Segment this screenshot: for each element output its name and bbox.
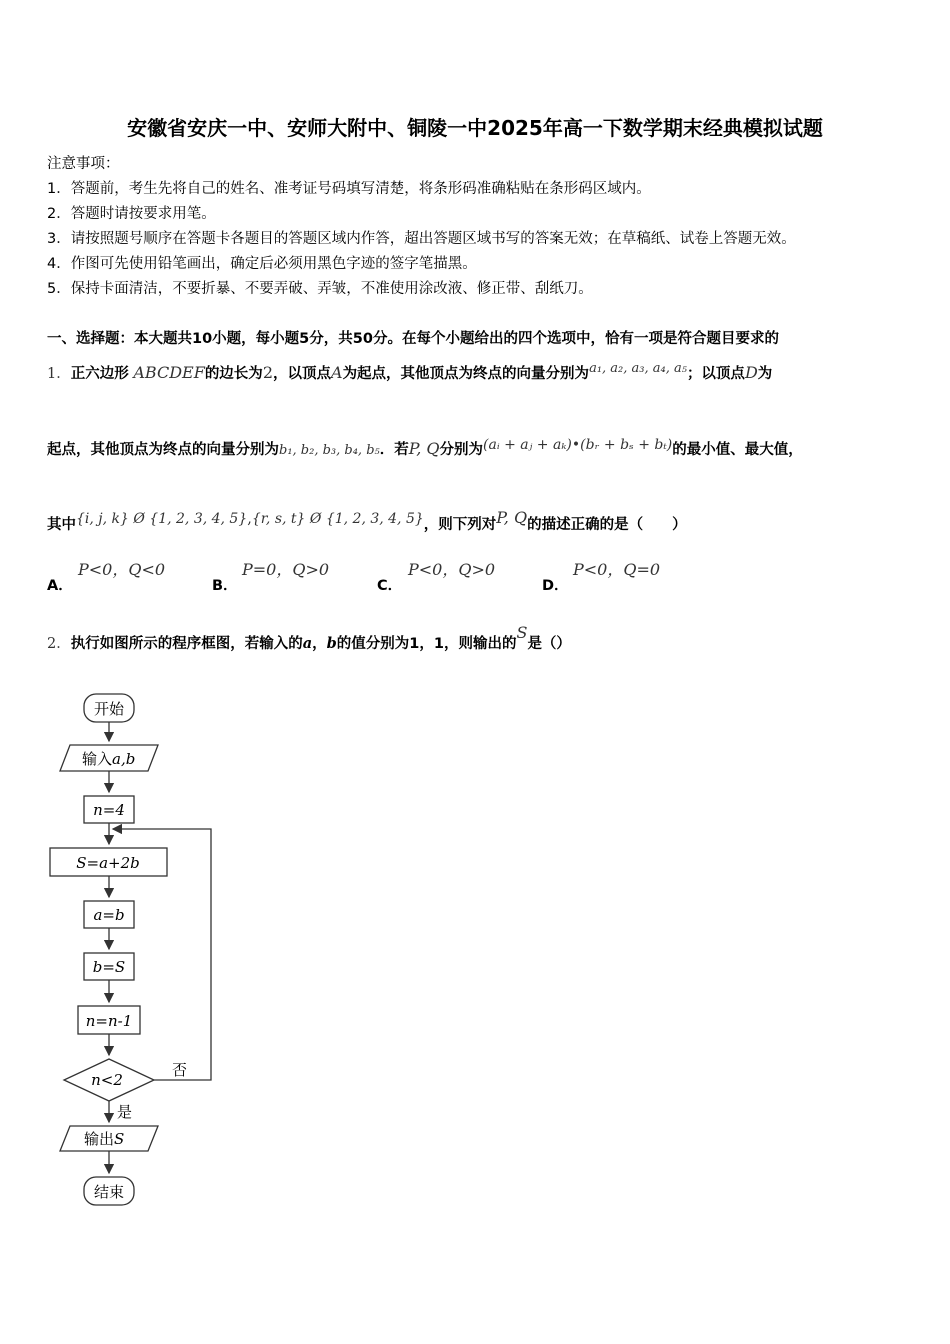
p-q: P, Q [496, 508, 528, 527]
section-heading: 一、选择题：本大题共10小题，每小题5分，共50分。在每个小题给出的四个选项中，恰有一项是符合题目要求的 [47, 331, 779, 347]
index-set-rst: {r, s, t} Ø {1, 2, 3, 4, 5} [251, 511, 424, 527]
a-assign-label: a=b [93, 906, 125, 924]
q1-text: 为 [757, 366, 773, 382]
q2-text: 是（） [527, 636, 571, 652]
n-init-label: n=4 [93, 801, 125, 819]
option-c-text[interactable]: P<0，Q>0 [408, 560, 496, 579]
input-vars: a,b [112, 750, 136, 768]
start-label: 开始 [93, 700, 125, 718]
vertex-d: D [744, 363, 758, 382]
q1-text: ，以顶点 [273, 366, 331, 382]
q2-number: 2． [47, 636, 71, 652]
notice-heading: 注意事项： [47, 156, 120, 172]
yes-label: 是 [117, 1103, 133, 1121]
index-set-ijk: {i, j, k} Ø {1, 2, 3, 4, 5} [76, 511, 248, 527]
option-a-letter[interactable]: A． [47, 578, 73, 594]
q1-text: 的边长为 [204, 366, 263, 382]
q1-text: 起点，其他顶点为终点的向量分别为 [47, 442, 279, 458]
option-d-letter[interactable]: D． [542, 578, 569, 594]
option-c-letter[interactable]: C． [377, 578, 403, 594]
hexagon-name: ABCDEF [133, 363, 205, 382]
output-label: 输出 [84, 1130, 115, 1148]
dot-product-expression: (aᵢ + aⱼ + aₖ)•(bᵣ + bₛ + bₜ) [483, 437, 673, 453]
n-dec-label: n=n-1 [85, 1012, 133, 1030]
p-q: P, Q [408, 439, 440, 458]
var-s: S [516, 623, 528, 642]
option-a-text[interactable]: P<0，Q<0 [78, 560, 166, 579]
page-title: 安徽省安庆一中、安师大附中、铜陵一中2025年高一下数学期末经典模拟试题 [127, 116, 823, 140]
q1-text: ．若 [379, 442, 409, 458]
output-label-group [84, 1130, 124, 1148]
q1-text: 的最小值、最大值， [672, 442, 803, 458]
option-b-letter[interactable]: B． [212, 578, 238, 594]
q2-text: 的值分别为1，1，则输出的 [336, 636, 517, 652]
a-vectors: a₁, a₂, a₃, a₄, a₅ [589, 361, 687, 376]
notice-item-5: 5．保持卡面清洁，不要折暴、不要弄破、弄皱，不准使用涂改液、修正带、刮纸刀。 [47, 281, 593, 297]
var-b: b [326, 635, 337, 652]
notice-item-4: 4．作图可先使用铅笔画出，确定后必须用黑色字迹的签字笔描黑。 [47, 256, 477, 272]
notice-item-2: 2．答题时请按要求用笔。 [47, 206, 216, 222]
var-a: a [302, 635, 313, 652]
vertex-a: A [331, 363, 343, 382]
end-label: 结束 [93, 1183, 125, 1201]
input-label: 输入 [82, 750, 113, 768]
notice-item-1: 1．答题前，考生先将自己的姓名、准考证号码填写清楚，将条形码准确粘贴在条形码区域内。 [47, 181, 651, 197]
q2-text: 执行如图所示的程序框图，若输入的 [70, 636, 303, 652]
input-label-group [82, 750, 135, 768]
b-assign-label: b=S [92, 958, 126, 976]
q1-text: ；以顶点 [686, 366, 745, 382]
set-comma: , [247, 511, 252, 527]
b-vectors: b₁, b₂, b₃, b₄, b₅ [279, 443, 380, 458]
option-b-text[interactable]: P=0，Q>0 [242, 560, 330, 579]
q1-text: ，则下列对 [423, 517, 497, 533]
q1-text: 其中 [47, 517, 76, 533]
side-length: 2 [262, 363, 273, 382]
q2-text: ， [312, 636, 327, 652]
q1-text: 分别为 [439, 442, 484, 458]
q1-text: 正六边形 [70, 366, 129, 382]
option-d-text[interactable]: P<0，Q=0 [573, 560, 661, 579]
q1-text: 的描述正确的是（ ） [527, 517, 687, 533]
q1-number: 1． [47, 366, 71, 382]
notice-item-3: 3．请按照题号顺序在答题卡各题目的答题区域内作答，超出答题区域书写的答案无效；在草稿纸、试卷上答题无效。 [47, 231, 796, 247]
output-var: S [114, 1130, 125, 1148]
condition-label: n<2 [91, 1071, 123, 1089]
no-label: 否 [172, 1061, 188, 1079]
s-assign-label: S=a+2b [76, 854, 140, 872]
q1-text: 为起点，其他顶点为终点的向量分别为 [342, 366, 590, 382]
